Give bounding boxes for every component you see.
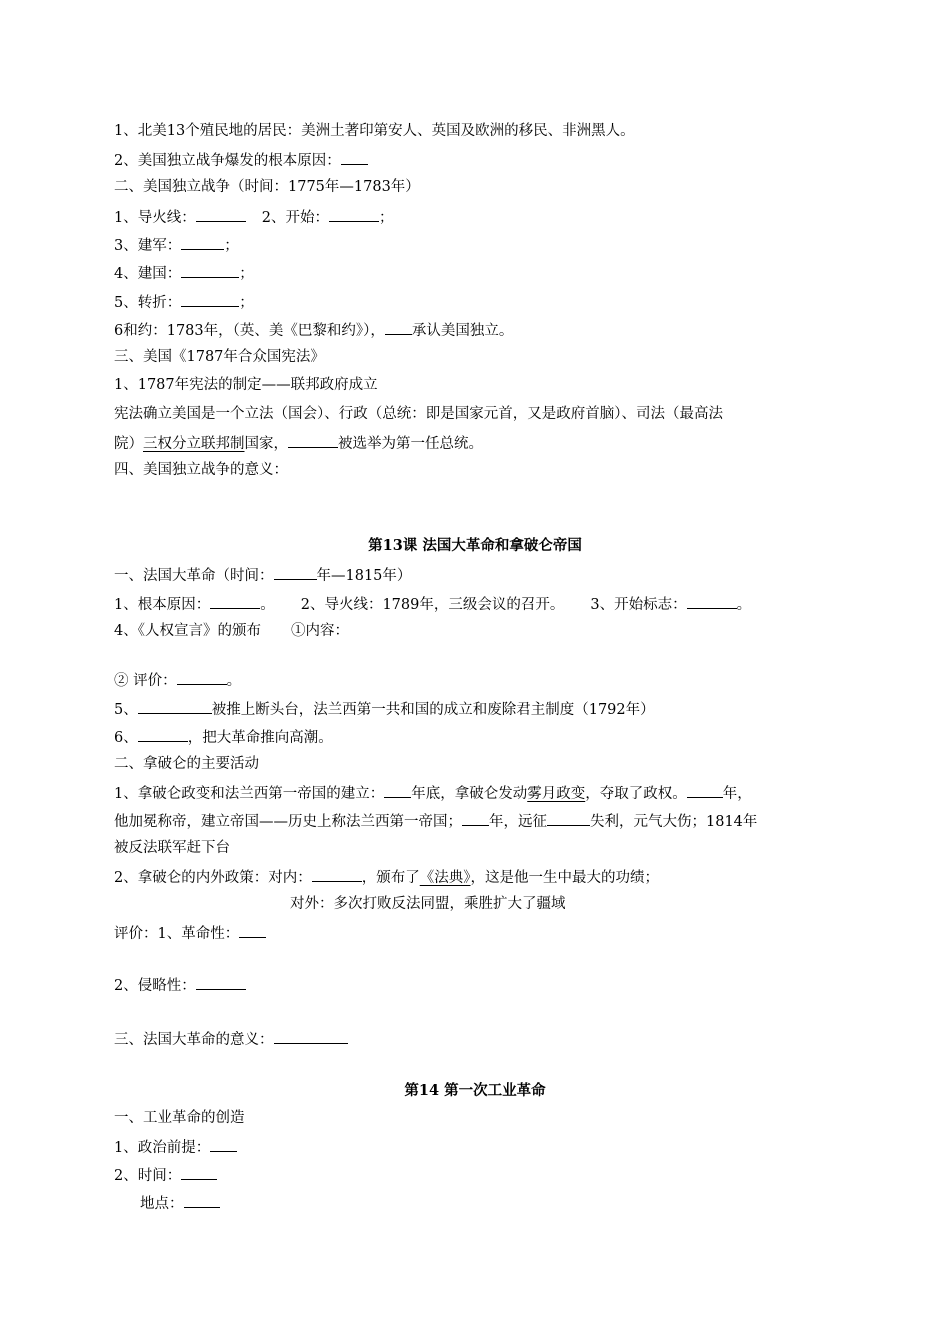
fill-blank[interactable] <box>184 1192 220 1208</box>
fill-blank[interactable] <box>687 782 723 798</box>
fill-blank[interactable] <box>462 810 489 826</box>
text-line: 2、美国独立战争爆发的根本原因： <box>114 149 368 171</box>
fill-blank[interactable] <box>181 291 239 307</box>
fill-blank[interactable] <box>196 974 246 990</box>
text-line: ② 评价： 。 <box>114 669 241 691</box>
text-line: 被反法联军赶下台 <box>114 840 230 856</box>
fill-blank[interactable] <box>687 593 737 609</box>
text-line: 1、拿破仑政变和法兰西第一帝国的建立： 年底，拿破仑发动雾月政变，夺取了政权。 年， <box>114 782 752 804</box>
text-line: 院）三权分立联邦制国家， 被选举为第一任总统。 <box>114 432 483 454</box>
text-line: 2、侵略性： <box>114 974 246 996</box>
section-heading: 二、拿破仑的主要活动 <box>114 756 259 772</box>
section-heading: 二、美国独立战争（时间：1775年—1783年） <box>114 179 420 195</box>
fill-blank[interactable] <box>274 564 317 580</box>
text-line: 5、 被推上断头台，法兰西第一共和国的成立和废除君主制度（1792年） <box>114 698 655 720</box>
fill-blank[interactable] <box>239 922 266 938</box>
section-heading: 一、工业革命的创造 <box>114 1110 245 1126</box>
section-heading: 四、美国独立战争的意义： <box>114 462 288 478</box>
fill-blank[interactable] <box>341 149 368 165</box>
text-line: 1、政治前提： <box>114 1136 237 1158</box>
fill-blank[interactable] <box>384 782 411 798</box>
text-line: 1、北美13个殖民地的居民：美洲土著印第安人、英国及欧洲的移民、非洲黑人。 <box>114 123 635 139</box>
fill-blank[interactable] <box>329 206 379 222</box>
fill-blank[interactable] <box>385 319 412 335</box>
text-line: 1、1787年宪法的制定——联邦政府成立 <box>114 377 378 393</box>
text-line: 他加冕称帝，建立帝国——历史上称法兰西第一帝国； 年，远征 失利，元气大伤；1814年 <box>114 810 757 832</box>
text-line: 6、 ，把大革命推向高潮。 <box>114 726 333 748</box>
text-line: 2、时间： <box>114 1164 217 1186</box>
lesson-title: 第13课 法国大革命和拿破仑帝国 <box>368 537 582 554</box>
text-line: 6和约：1783年，（英、美《巴黎和约》）， 承认美国独立。 <box>114 319 513 341</box>
section-heading: 一、法国大革命（时间： 年—1815年） <box>114 564 411 586</box>
text-line: 地点： <box>140 1192 220 1214</box>
text-line: 3、建军： ； <box>114 234 239 256</box>
text-line: 对外：多次打败反法同盟，乘胜扩大了疆域 <box>290 896 566 912</box>
section-heading: 三、美国《1787年合众国宪法》 <box>114 349 325 365</box>
text-line: 评价：1、革命性： <box>114 922 266 944</box>
fill-blank[interactable] <box>181 262 239 278</box>
section-heading: 三、法国大革命的意义： <box>114 1028 348 1050</box>
fill-blank[interactable] <box>210 593 260 609</box>
text-line: 2、拿破仑的内外政策：对内： ，颁布了《法典》，这是他一生中最大的功绩； <box>114 866 659 888</box>
fill-blank[interactable] <box>138 698 212 714</box>
text-line: 5、转折： ； <box>114 291 254 313</box>
fill-blank[interactable] <box>138 726 188 742</box>
text-line: 4、建国： ； <box>114 262 254 284</box>
fill-blank[interactable] <box>196 206 246 222</box>
fill-blank[interactable] <box>181 234 224 250</box>
text-line: 4、《人权宣言》的颁布 ①内容： <box>114 623 349 639</box>
fill-blank[interactable] <box>274 1028 348 1044</box>
fill-blank[interactable] <box>210 1136 237 1152</box>
text-line: 1、根本原因： 。 2、导火线：1789年，三级会议的召开。 3、开始标志： 。 <box>114 593 751 615</box>
text-line: 宪法确立美国是一个立法（国会）、行政（总统：即是国家元首，又是政府首脑）、司法（最高法 <box>114 406 723 422</box>
text-line: 1、导火线： 2、开始： ； <box>114 206 393 228</box>
fill-blank[interactable] <box>177 669 227 685</box>
fill-blank[interactable] <box>547 810 590 826</box>
fill-blank[interactable] <box>312 866 362 882</box>
fill-blank[interactable] <box>288 432 338 448</box>
fill-blank[interactable] <box>181 1164 217 1180</box>
lesson-title: 第14 第一次工业革命 <box>404 1082 546 1099</box>
